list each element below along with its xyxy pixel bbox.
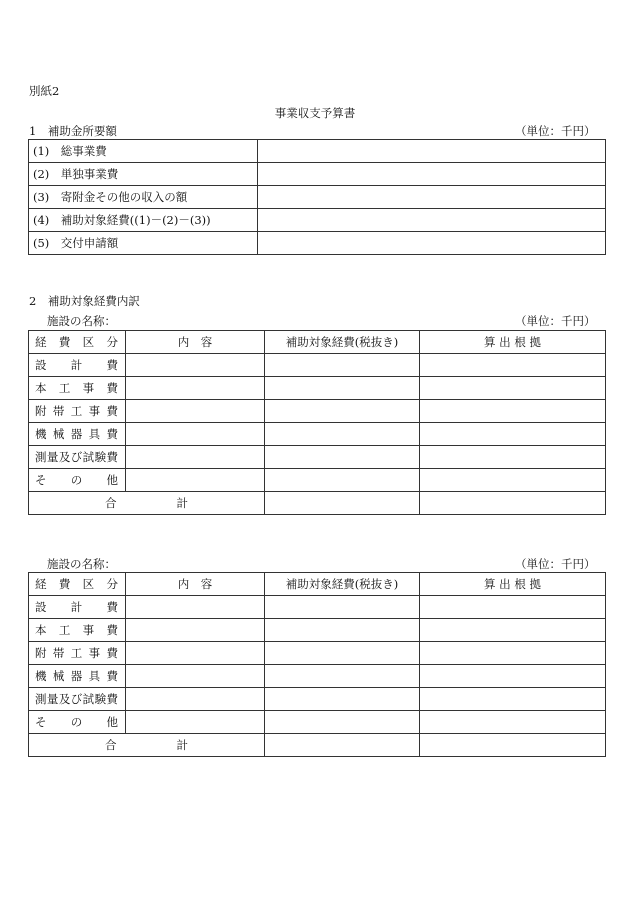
category-label: その他: [29, 711, 126, 734]
total-label-left: 合: [105, 738, 117, 752]
category-label: 測量及び試験費: [29, 446, 126, 469]
amount-cell[interactable]: [258, 232, 606, 255]
row-label: (1) 総事業費: [29, 140, 258, 163]
category-label: 機械器具費: [29, 423, 126, 446]
table-row: [29, 209, 606, 232]
cost-cell[interactable]: [265, 688, 420, 711]
header-category: 経費区分: [29, 331, 126, 354]
table-row: [29, 354, 606, 377]
table-row: [29, 642, 606, 665]
content-cell[interactable]: [126, 446, 265, 469]
basis-total-cell[interactable]: [420, 492, 606, 515]
header-eligible-cost: 補助対象経費(税抜き): [265, 331, 420, 354]
table-row: [29, 596, 606, 619]
cost-cell[interactable]: [265, 446, 420, 469]
table-row: [29, 232, 606, 255]
category-label: 機械器具費: [29, 665, 126, 688]
cost-cell[interactable]: [265, 711, 420, 734]
basis-cell[interactable]: [420, 642, 606, 665]
header-row: [29, 331, 606, 354]
total-row: [29, 734, 606, 757]
facility-name-label: 施設の名称：: [47, 314, 116, 328]
table-row: [29, 446, 606, 469]
row-label: (5) 交付申請額: [29, 232, 258, 255]
basis-cell[interactable]: [420, 400, 606, 423]
content-cell[interactable]: [126, 688, 265, 711]
content-cell[interactable]: [126, 596, 265, 619]
category-label: 本工事費: [29, 619, 126, 642]
category-label: その他: [29, 469, 126, 492]
amount-cell[interactable]: [258, 209, 606, 232]
amount-cell[interactable]: [258, 163, 606, 186]
table-row: [29, 469, 606, 492]
header-content: 内 容: [126, 573, 265, 596]
category-label: 測量及び試験費: [29, 688, 126, 711]
header-basis: 算 出 根 拠: [420, 331, 606, 354]
content-cell[interactable]: [126, 711, 265, 734]
content-cell[interactable]: [126, 469, 265, 492]
breakdown-table: [28, 330, 606, 515]
table-row: [29, 619, 606, 642]
page-title: 事業収支予算書: [274, 106, 356, 120]
cost-cell[interactable]: [265, 619, 420, 642]
row-label: (2) 単独事業費: [29, 163, 258, 186]
facility-name-label: 施設の名称：: [47, 557, 116, 571]
row-label: (4) 補助対象経費((1)－(2)－(3)): [29, 209, 258, 232]
cost-cell[interactable]: [265, 596, 420, 619]
total-label: [29, 734, 265, 757]
basis-cell[interactable]: [420, 469, 606, 492]
header-category: 経費区分: [29, 573, 126, 596]
basis-cell[interactable]: [420, 446, 606, 469]
basis-cell[interactable]: [420, 711, 606, 734]
total-row: [29, 492, 606, 515]
content-cell[interactable]: [126, 377, 265, 400]
total-label-left: 合: [105, 496, 117, 510]
total-label-right: 計: [176, 496, 188, 510]
cost-total-cell[interactable]: [265, 492, 420, 515]
content-cell[interactable]: [126, 423, 265, 446]
basis-total-cell[interactable]: [420, 734, 606, 757]
table-row: [29, 423, 606, 446]
basis-cell[interactable]: [420, 423, 606, 446]
cost-cell[interactable]: [265, 469, 420, 492]
table-row: [29, 140, 606, 163]
table-row: [29, 400, 606, 423]
unit-label: （単位：千円）: [515, 314, 596, 328]
total-label-right: 計: [176, 738, 188, 752]
cost-cell[interactable]: [265, 423, 420, 446]
breakdown-table: [28, 572, 606, 757]
table-row: [29, 186, 606, 209]
row-label: (3) 寄附金その他の収入の額: [29, 186, 258, 209]
basis-cell[interactable]: [420, 377, 606, 400]
content-cell[interactable]: [126, 665, 265, 688]
content-cell[interactable]: [126, 642, 265, 665]
subsidy-table: [28, 139, 606, 255]
content-cell[interactable]: [126, 400, 265, 423]
cost-cell[interactable]: [265, 354, 420, 377]
category-label: 設計費: [29, 596, 126, 619]
basis-cell[interactable]: [420, 665, 606, 688]
content-cell[interactable]: [126, 619, 265, 642]
basis-cell[interactable]: [420, 619, 606, 642]
content-cell[interactable]: [126, 354, 265, 377]
amount-cell[interactable]: [258, 186, 606, 209]
cost-cell[interactable]: [265, 642, 420, 665]
basis-cell[interactable]: [420, 596, 606, 619]
table-row: [29, 711, 606, 734]
unit-label: （単位：千円）: [515, 124, 596, 138]
basis-cell[interactable]: [420, 688, 606, 711]
table-row: [29, 688, 606, 711]
section1-heading: 1 補助金所要額: [29, 124, 117, 138]
cost-total-cell[interactable]: [265, 734, 420, 757]
category-label: 設計費: [29, 354, 126, 377]
header-eligible-cost: 補助対象経費(税抜き): [265, 573, 420, 596]
attachment-label: 別紙2: [29, 84, 60, 98]
category-label: 附帯工事費: [29, 642, 126, 665]
section2-heading: 2 補助対象経費内訳: [29, 294, 140, 308]
cost-cell[interactable]: [265, 665, 420, 688]
basis-cell[interactable]: [420, 354, 606, 377]
header-content: 内 容: [126, 331, 265, 354]
header-row: [29, 573, 606, 596]
header-basis: 算 出 根 拠: [420, 573, 606, 596]
cost-cell[interactable]: [265, 377, 420, 400]
table-row: [29, 163, 606, 186]
category-label: 本工事費: [29, 377, 126, 400]
amount-cell[interactable]: [258, 140, 606, 163]
unit-label: （単位：千円）: [515, 557, 596, 571]
total-label: [29, 492, 265, 515]
table-row: [29, 665, 606, 688]
cost-cell[interactable]: [265, 400, 420, 423]
category-label: 附帯工事費: [29, 400, 126, 423]
table-row: [29, 377, 606, 400]
